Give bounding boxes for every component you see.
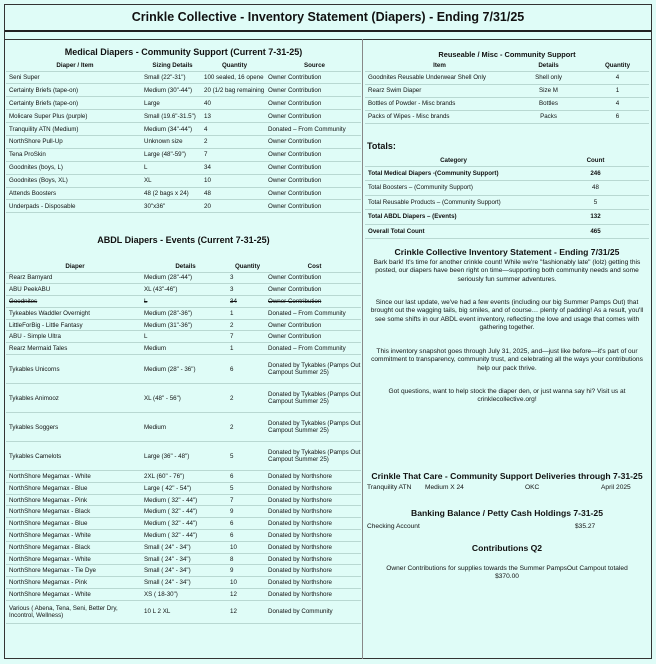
abdl-cell: XL (43"-46"): [141, 284, 227, 296]
medical-cell: 40: [201, 97, 265, 110]
abdl-heading: ABDL Diapers - Events (Current 7-31-25): [97, 235, 270, 245]
abdl-cell: Medium ( 32" - 44"): [141, 506, 227, 518]
statement-heading: Crinkle Collective Inventory Statement - Ending 7/31/25: [394, 247, 620, 257]
medical-cell: Certainty Briefs (tape-on): [6, 84, 141, 97]
abdl-cell: Donated by Tykables (Pamps Out Campout Summer 25): [265, 442, 361, 471]
abdl-cell: Medium (28"-44"): [141, 272, 227, 284]
abdl-cell: Tykeables Waddler Overnight: [6, 307, 141, 319]
medical-cell: Seni Super: [6, 71, 141, 84]
abdl-cell: Donated by Northshore: [265, 589, 361, 601]
medical-col-source: Source: [265, 60, 361, 71]
table-row: [6, 482, 361, 494]
table-row: [6, 307, 361, 319]
abdl-cell: Donated by Northshore: [265, 530, 361, 542]
reuseable-col-details: Details: [511, 60, 583, 71]
abdl-cell: 34: [227, 296, 265, 308]
medical-cell: 20: [201, 200, 265, 213]
table-row: [6, 471, 361, 483]
table-row: [365, 166, 649, 181]
abdl-cell: 7: [227, 331, 265, 343]
abdl-cell: 3: [227, 284, 265, 296]
abdl-cell: Owner Contribution: [265, 319, 361, 331]
medical-cell: 30"x36": [141, 200, 201, 213]
abdl-cell: Medium (28" - 36"): [141, 355, 227, 384]
abdl-col-diaper: Diaper: [6, 261, 141, 272]
abdl-cell: Owner Contribution: [265, 331, 361, 343]
totals-cell: 132: [539, 210, 649, 225]
abdl-cell: Owner Contribution: [265, 296, 361, 308]
table-row: [6, 97, 361, 110]
medical-cell: Owner Contribution: [265, 187, 361, 200]
abdl-cell: NorthShore Megamax - White: [6, 589, 141, 601]
abdl-cell: NorthShore Megamax - White: [6, 471, 141, 483]
statement-paragraph-3: This inventory snapshot goes through July 31, 2025, and—just like before—it's part of our commitment to transparency, community trust, and celebrating all the ways your contributions help our pack thrive.: [371, 348, 643, 372]
medical-cell: 34: [201, 161, 265, 174]
table-row: [6, 296, 361, 308]
medical-cell: Owner Contribution: [265, 200, 361, 213]
reuseable-cell: Size M: [511, 84, 583, 97]
medical-table: [6, 60, 361, 213]
table-row: [365, 71, 649, 84]
medical-cell: Large: [141, 97, 201, 110]
abdl-cell: 6: [227, 471, 265, 483]
abdl-cell: Tykables Camelots: [6, 442, 141, 471]
table-row: [6, 161, 361, 174]
abdl-cell: Donated by Community: [265, 600, 361, 623]
medical-col-sizing: Sizing Details: [141, 60, 201, 71]
medical-cell: Attends Boosters: [6, 187, 141, 200]
reuseable-cell: Packs of Wipes - Misc brands: [365, 110, 511, 123]
abdl-cell: Small ( 24" - 34"): [141, 541, 227, 553]
reuseable-cell: Shell only: [511, 71, 583, 84]
abdl-cell: 1: [227, 307, 265, 319]
abdl-cell: LittleForBig - Little Fantasy: [6, 319, 141, 331]
abdl-cell: Tykables Soggers: [6, 413, 141, 442]
medical-cell: Large (48"-59"): [141, 148, 201, 161]
abdl-cell: Small ( 24" - 34"): [141, 577, 227, 589]
reuseable-cell: Bottles: [511, 97, 583, 110]
reuseable-heading: Reuseable / Misc - Community Support: [438, 50, 576, 59]
abdl-cell: 10: [227, 577, 265, 589]
abdl-cell: NorthShore Megamax - Black: [6, 506, 141, 518]
totals-cell: Total ABDL Diapers – (Events): [365, 210, 539, 225]
table-row: [6, 589, 361, 601]
abdl-cell: 2XL (60" - 76"): [141, 471, 227, 483]
table-row: [6, 518, 361, 530]
table-row: [365, 210, 649, 225]
abdl-cell: Rearz Mermaid Tales: [6, 343, 141, 355]
statement-paragraph-2: Since our last update, we've had a few events (including our big Summer Pamps Out) that brought out the wagging tails, big smiles, and of course… plenty of padding! As a result, you'll see some shifts in our ABDL event inventory, reflecting the love and usage that comes with gathering together.: [370, 299, 644, 332]
abdl-cell: 5: [227, 442, 265, 471]
table-row: [6, 148, 361, 161]
medical-cell: NorthShore Pull-Up: [6, 135, 141, 148]
reuseable-cell: 6: [583, 110, 649, 123]
table-row: [6, 187, 361, 200]
table-row: [6, 284, 361, 296]
medical-cell: Medium (34"-44"): [141, 123, 201, 136]
care-place: OKC: [525, 484, 540, 491]
statement-paragraph-4: Got questions, want to help stock the diaper den, or just wanna say hi? Visit us at crinklecollective.org!: [388, 388, 626, 404]
table-row: [6, 413, 361, 442]
table-row: [6, 600, 361, 623]
statement-paragraph-1: Bark bark! It's time for another crinkle count! While we're "fashionably late" (lolz) getting this posted, our diapers have been right on time—supporting both community needs and some seriously fun summer adventures.: [373, 259, 641, 283]
totals-cell: 246: [539, 166, 649, 181]
totals-cell: 5: [539, 195, 649, 210]
medical-cell: Owner Contribution: [265, 161, 361, 174]
abdl-cell: Donated by Tykables (Pamps Out Campout Summer 25): [265, 413, 361, 442]
medical-cell: 20 (1/2 bag remaining: [201, 84, 265, 97]
table-row: [365, 84, 649, 97]
abdl-cell: 2: [227, 413, 265, 442]
totals-table: [365, 155, 649, 239]
abdl-cell: 6: [227, 355, 265, 384]
table-row: [6, 174, 361, 187]
table-row: [6, 442, 361, 471]
medical-cell: 48 (2 bags x 24): [141, 187, 201, 200]
abdl-col-cost: Cost: [265, 261, 361, 272]
abdl-col-details: Details: [141, 261, 227, 272]
abdl-cell: Owner Contribution: [265, 272, 361, 284]
medical-col-quantity: Quantity: [201, 60, 265, 71]
medical-cell: Medium (30"-44"): [141, 84, 201, 97]
abdl-cell: Various ( Abena, Tena, Seni, Better Dry, Incontrol, Wellness): [6, 600, 141, 623]
medical-cell: Underpads - Disposable: [6, 200, 141, 213]
care-item: Tranquility ATN: [367, 484, 412, 491]
care-date: April 2025: [601, 484, 631, 491]
title-spacer: [5, 32, 651, 40]
reuseable-table: [365, 60, 649, 124]
table-row: [6, 530, 361, 542]
table-row: [6, 384, 361, 413]
table-row: [6, 319, 361, 331]
banking-label: Checking Account: [367, 523, 420, 530]
totals-cell: 48: [539, 181, 649, 196]
medical-cell: Goodnites (Boys, XL): [6, 174, 141, 187]
table-row: [6, 135, 361, 148]
abdl-cell: XL (48" - 56"): [141, 384, 227, 413]
abdl-cell: NorthShore Megamax - Tie Dye: [6, 565, 141, 577]
abdl-cell: NorthShore Megamax - Blue: [6, 518, 141, 530]
reuseable-cell: Rearz Swim Diaper: [365, 84, 511, 97]
medical-cell: Goodnites (boys, L): [6, 161, 141, 174]
medical-cell: Tena ProSkin: [6, 148, 141, 161]
abdl-cell: Donated – From Community: [265, 307, 361, 319]
abdl-cell: 5: [227, 482, 265, 494]
abdl-cell: Owner Contribution: [265, 284, 361, 296]
medical-cell: 100 sealed, 16 opene: [201, 71, 265, 84]
abdl-cell: Medium ( 32" - 44"): [141, 530, 227, 542]
abdl-cell: Large ( 42" - 54"): [141, 482, 227, 494]
abdl-cell: 9: [227, 565, 265, 577]
abdl-cell: Medium (28"-36"): [141, 307, 227, 319]
totals-cell: 465: [539, 224, 649, 239]
medical-cell: Owner Contribution: [265, 135, 361, 148]
medical-col-item: Diaper / Item: [6, 60, 141, 71]
contributions-text: Owner Contributions for supplies towards the Summer PampsOut Campout totaled $370.00: [386, 565, 628, 581]
table-row: [365, 195, 649, 210]
reuseable-cell: Bottles of Powder - Misc brands: [365, 97, 511, 110]
abdl-cell: Rearz Barnyard: [6, 272, 141, 284]
medical-cell: 10: [201, 174, 265, 187]
abdl-cell: Donated by Northshore: [265, 482, 361, 494]
abdl-cell: Tykables Unicorns: [6, 355, 141, 384]
medical-cell: Tranquility ATN (Medium): [6, 123, 141, 136]
reuseable-cell: Packs: [511, 110, 583, 123]
abdl-cell: 7: [227, 494, 265, 506]
abdl-cell: NorthShore Megamax - Blue: [6, 482, 141, 494]
medical-cell: Small (19.6"-31.5"): [141, 110, 201, 123]
inventory-sheet: [4, 4, 652, 659]
table-row: [365, 224, 649, 239]
abdl-cell: 2: [227, 384, 265, 413]
abdl-cell: 2: [227, 319, 265, 331]
abdl-cell: 12: [227, 600, 265, 623]
medical-cell: Certainty Briefs (tape-on): [6, 97, 141, 110]
contributions-heading: Contributions Q2: [471, 543, 543, 553]
abdl-cell: 10 L 2 XL: [141, 600, 227, 623]
medical-cell: Donated – From Community: [265, 123, 361, 136]
abdl-cell: 3: [227, 272, 265, 284]
medical-heading: Medical Diapers - Community Support (Current 7-31-25): [64, 47, 303, 57]
medical-cell: Unknown size: [141, 135, 201, 148]
totals-col-count: Count: [539, 155, 649, 166]
abdl-cell: Medium ( 32" - 44"): [141, 518, 227, 530]
abdl-cell: Tykables Animooz: [6, 384, 141, 413]
banking-heading: Banking Balance / Petty Cash Holdings 7-31-25: [411, 508, 603, 518]
medical-cell: Owner Contribution: [265, 71, 361, 84]
table-row: [365, 110, 649, 123]
abdl-cell: Small ( 24" - 34"): [141, 565, 227, 577]
medical-cell: Owner Contribution: [265, 174, 361, 187]
reuseable-cell: 4: [583, 97, 649, 110]
table-row: [365, 97, 649, 110]
medical-cell: Molicare Super Plus (purple): [6, 110, 141, 123]
abdl-cell: Donated by Northshore: [265, 506, 361, 518]
medical-cell: Owner Contribution: [265, 97, 361, 110]
abdl-cell: Donated by Tykables (Pamps Out Campout Summer 25): [265, 384, 361, 413]
abdl-cell: L: [141, 296, 227, 308]
medical-cell: 48: [201, 187, 265, 200]
abdl-cell: Donated – From Community: [265, 343, 361, 355]
totals-cell: Total Boosters – (Community Support): [365, 181, 539, 196]
reuseable-cell: 1: [583, 84, 649, 97]
abdl-cell: XS ( 18-30"): [141, 589, 227, 601]
abdl-cell: Medium: [141, 413, 227, 442]
abdl-cell: L: [141, 331, 227, 343]
abdl-cell: 8: [227, 553, 265, 565]
page-title: Crinkle Collective - Inventory Statement (Diapers) - Ending 7/31/25: [5, 5, 651, 32]
abdl-table: [6, 261, 361, 624]
column-divider: [362, 39, 363, 659]
abdl-cell: Medium: [141, 343, 227, 355]
medical-cell: 4: [201, 123, 265, 136]
banking-value: $35.27: [575, 523, 596, 530]
medical-cell: XL: [141, 174, 201, 187]
medical-cell: 7: [201, 148, 265, 161]
totals-cell: Overall Total Count: [365, 224, 539, 239]
abdl-cell: 1: [227, 343, 265, 355]
totals-cell: Total Medical Diapers -(Community Support): [365, 166, 539, 181]
abdl-cell: Small ( 24" - 34"): [141, 553, 227, 565]
table-row: [6, 506, 361, 518]
abdl-col-quantity: Quantity: [227, 261, 265, 272]
table-row: [6, 123, 361, 136]
abdl-cell: NorthShore Megamax - White: [6, 530, 141, 542]
medical-cell: Owner Contribution: [265, 148, 361, 161]
abdl-cell: Donated by Northshore: [265, 471, 361, 483]
medical-cell: L: [141, 161, 201, 174]
table-row: [6, 565, 361, 577]
medical-cell: Owner Contribution: [265, 110, 361, 123]
abdl-cell: NorthShore Megamax - Black: [6, 541, 141, 553]
abdl-cell: 9: [227, 506, 265, 518]
abdl-cell: Donated by Northshore: [265, 553, 361, 565]
reuseable-cell: 4: [583, 71, 649, 84]
reuseable-col-item: Item: [365, 60, 511, 71]
medical-cell: Owner Contribution: [265, 84, 361, 97]
abdl-cell: 6: [227, 518, 265, 530]
table-row: [6, 494, 361, 506]
table-row: [6, 110, 361, 123]
abdl-cell: Donated by Tykables (Pamps Out Campout Summer 25): [265, 355, 361, 384]
table-row: [6, 71, 361, 84]
table-row: [6, 355, 361, 384]
abdl-cell: NorthShore Megamax - Pink: [6, 577, 141, 589]
abdl-cell: Goodnites: [6, 296, 141, 308]
abdl-cell: Medium ( 32" - 44"): [141, 494, 227, 506]
table-row: [6, 577, 361, 589]
abdl-cell: Donated by Northshore: [265, 518, 361, 530]
reuseable-cell: Goodnites Reusable Underwear Shell Only: [365, 71, 511, 84]
table-row: [6, 331, 361, 343]
abdl-cell: 6: [227, 530, 265, 542]
abdl-cell: 12: [227, 589, 265, 601]
table-row: [6, 541, 361, 553]
abdl-cell: NorthShore Megamax - White: [6, 553, 141, 565]
abdl-cell: Large (36" - 48"): [141, 442, 227, 471]
medical-cell: 13: [201, 110, 265, 123]
care-size: Medium X 24: [425, 484, 464, 491]
abdl-cell: Medium (31"-36"): [141, 319, 227, 331]
totals-cell: Total Reusable Products – (Community Support): [365, 195, 539, 210]
medical-cell: 2: [201, 135, 265, 148]
table-row: [6, 200, 361, 213]
medical-cell: Small (22"-31"): [141, 71, 201, 84]
abdl-cell: NorthShore Megamax - Pink: [6, 494, 141, 506]
table-row: [6, 343, 361, 355]
table-row: [6, 272, 361, 284]
abdl-cell: 10: [227, 541, 265, 553]
totals-heading: Totals:: [367, 141, 396, 151]
abdl-cell: Donated by Northshore: [265, 494, 361, 506]
table-row: [6, 553, 361, 565]
table-row: [6, 84, 361, 97]
abdl-cell: Donated by Northshore: [265, 541, 361, 553]
abdl-cell: ABU PeekABU: [6, 284, 141, 296]
abdl-cell: ABU - Simple Ultra: [6, 331, 141, 343]
abdl-cell: Donated by Northshore: [265, 565, 361, 577]
table-row: [365, 181, 649, 196]
reuseable-col-quantity: Quantity: [583, 60, 649, 71]
totals-col-category: Category: [365, 155, 539, 166]
abdl-cell: Donated by Northshore: [265, 577, 361, 589]
care-heading: Crinkle That Care - Community Support Deliveries through 7-31-25: [371, 471, 643, 481]
